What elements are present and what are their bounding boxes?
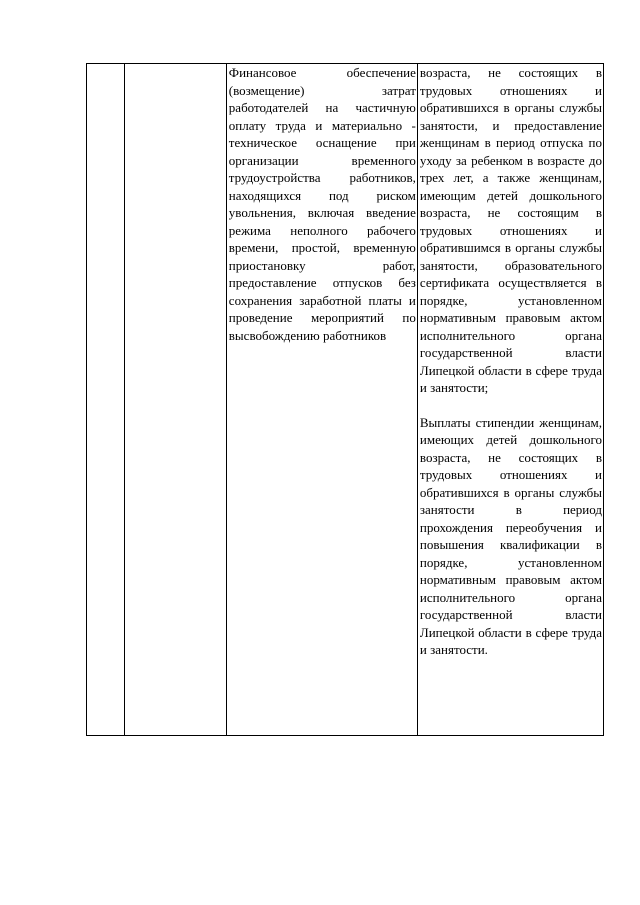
cell-measures-text: Финансовое обеспечение (возмещение) затрат работодателей на частичную оплату труда и материально - техническое оснащение при организации временного трудоустройства работников, находящихся под риском увольнения, включая введение режима неполного рабочего времени, простой, временную приостановку работ, предоставление отпусков без сохранения заработной платы и проведение мероприятий по высвобождению работников [228,65,416,343]
table-cell-measures [226,64,417,736]
document-table [86,63,604,736]
table-row [87,64,604,736]
table-cell-conditions [417,64,603,736]
table-cell-name [125,64,227,736]
cell-conditions-paragraph-1: возраста, не состоящих в трудовых отношениях и обратившихся в органы службы занятости, и предоставление женщинам в период отпуска по уходу за ребенком в возрасте до трех лет, а также женщинам, имеющим детей дошкольного возраста, не состоящим в трудовых отношениях и обратившимся в органы службы занятости, образовательного сертификата осуществляется в порядке, установленном нормативным правовым актом исполнительного органа государственной власти Липецкой области в сфере труда и занятости; [419,65,602,395]
cell-conditions-paragraph-2: Выплаты стипендии женщинам, имеющих детей дошкольного возраста, не состоящих в трудовых отношениях и обратившихся в органы службы занятости в период прохождения переобучения и повышения квалификации в порядке, установленном нормативным правовым актом исполнительного органа государственной власти Липецкой области в сфере труда и занятости. [419,414,602,657]
table-cell-number [87,64,125,736]
